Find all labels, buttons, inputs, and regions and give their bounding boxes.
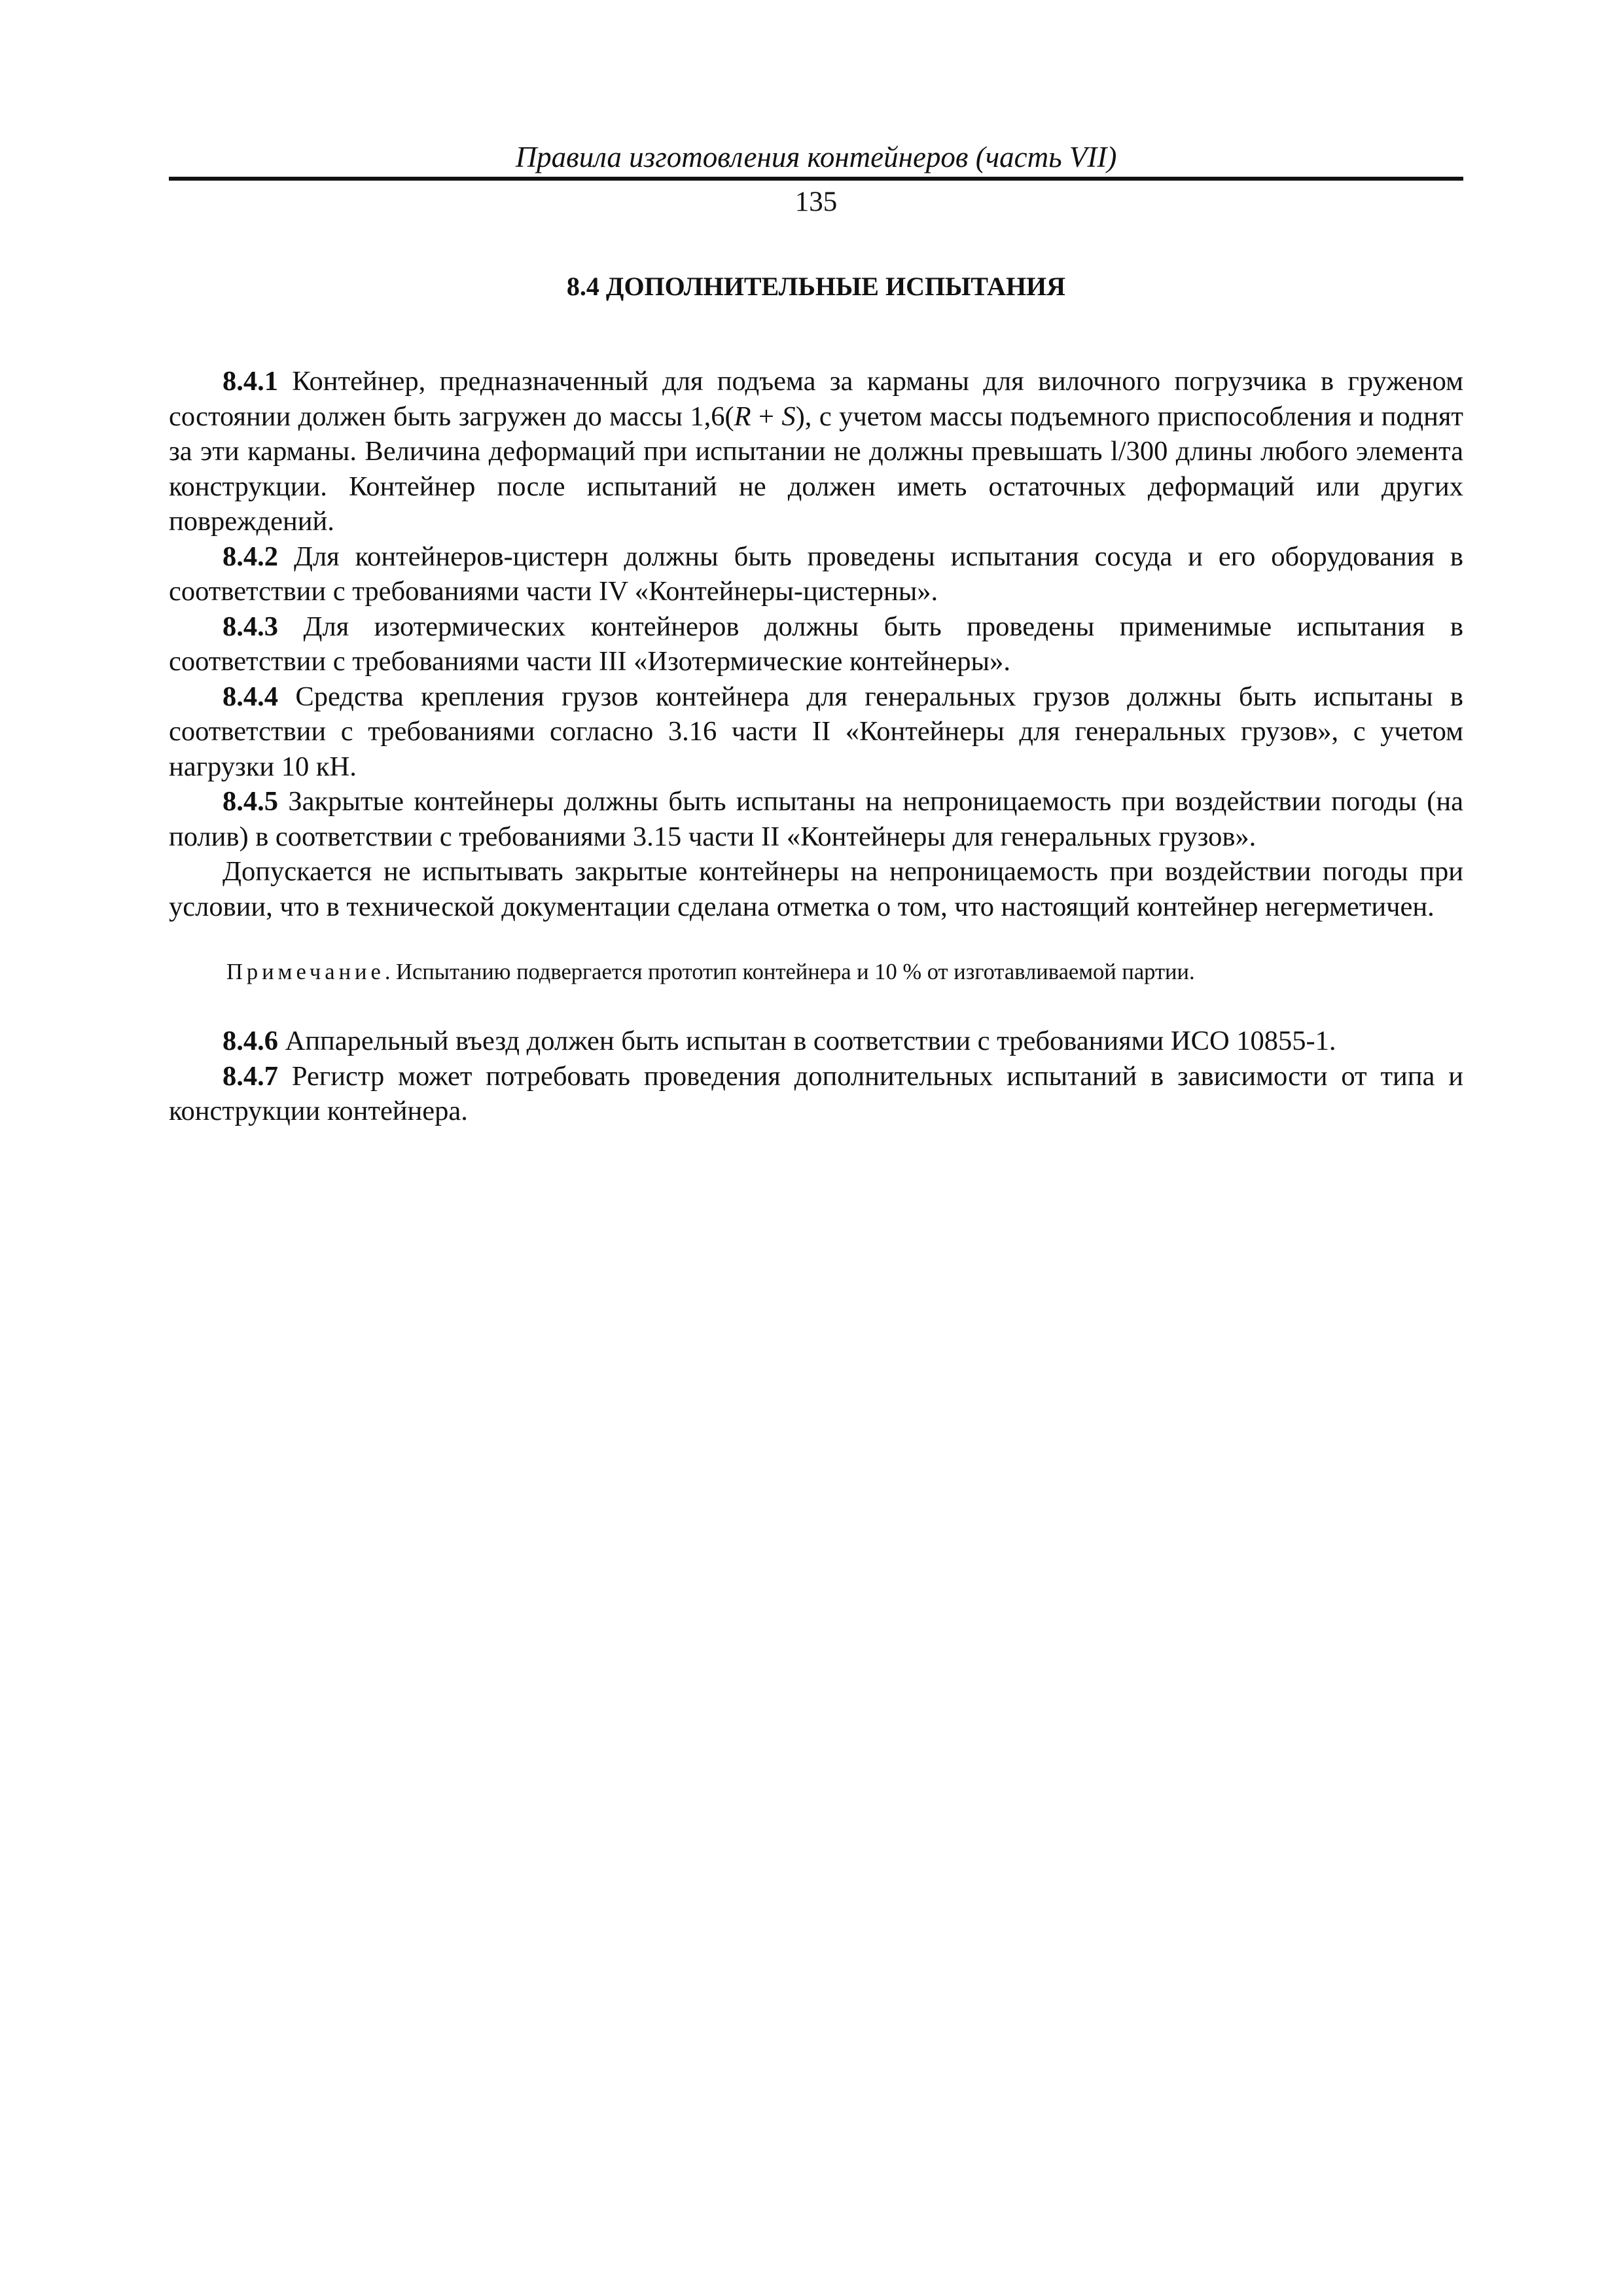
formula-variable-s: S [781,401,796,432]
header-rule [169,177,1463,181]
paragraph-8-4-5-continuation [169,854,1463,924]
clause-number: 8.4.6 [223,1026,278,1056]
clause-number: 8.4.3 [223,611,278,642]
paragraph-text: Средства крепления грузов контейнера для генеральных грузов должны быть испытаны в соответствии с требованиями согласно 3.16 части II «Контейнеры для генеральных грузов», с учетом нагрузки 10 кН. [169,681,1463,782]
paragraph-text: Аппарельный въезд должен быть испытан в соответствии с требованиями ИСО 10855-1. [278,1026,1336,1056]
page-number: 135 [794,187,838,217]
paragraph-8-4-3 [169,609,1463,679]
paragraph-8-4-7 [169,1059,1463,1129]
section-heading: 8.4 ДОПОЛНИТЕЛЬНЫЕ ИСПЫТАНИЯ [566,272,1066,301]
body-text [169,364,1463,1129]
note-label: Примечание [226,960,385,984]
clause-number: 8.4.5 [223,786,278,817]
note-text: . Испытанию подвергается прототип контейнера и 10 % от изготавливаемой партии. [384,960,1195,984]
formula-operator: + [751,401,782,432]
clause-number: 8.4.1 [223,366,278,397]
paragraph-text: Допускается не испытывать закрытые контейнеры на непроницаемость при воздействии погоды при условии, что в технической документации сделана отметка о том, что настоящий контейнер негерметичен. [169,856,1463,922]
formula-variable-r: R [734,401,751,432]
paragraph-8-4-5 [169,784,1463,854]
paragraph-text: Для контейнеров-цистерн должны быть проведены испытания сосуда и его оборудования в соответствии с требованиями части IV «Контейнеры-цистерны». [169,541,1463,607]
clause-number: 8.4.4 [223,681,278,712]
paragraph-text: Контейнер, предназначенный для подъема за карманы для вилочного погрузчика в груженом состоянии должен быть загружен до массы 1,6( [169,366,1463,432]
paragraph-8-4-4 [169,679,1463,785]
clause-number: 8.4.2 [223,541,278,572]
paragraph-8-4-2 [169,539,1463,609]
clause-number: 8.4.7 [223,1060,278,1092]
paragraph-text: Закрытые контейнеры должны быть испытаны на непроницаемость при воздействии погоды (на полив) в соответствии с требованиями 3.15 части II «Контейнеры для генеральных грузов». [169,786,1463,852]
paragraph-8-4-1 [169,364,1463,539]
paragraph-text: Для изотермических контейнеров должны быть проведены применимые испытания в соответствии с требованиями части III «Изотермические контейнеры». [169,611,1463,677]
running-header-title: Правила изготовления контейнеров (часть VII) [515,141,1117,173]
note [169,957,1463,987]
paragraph-text: Регистр может потребовать проведения дополнительных испытаний в зависимости от типа и конструкции контейнера. [169,1060,1463,1126]
paragraph-8-4-6 [169,1024,1463,1059]
paragraph-text: ), с учетом массы подъемного приспособления и поднят за эти карманы. Величина деформаций при испытании не должны превышать l/300 длины любого элемента конструкции. Контейнер после испытаний не должен иметь остаточных деформаций или других повреждений. [169,401,1463,537]
